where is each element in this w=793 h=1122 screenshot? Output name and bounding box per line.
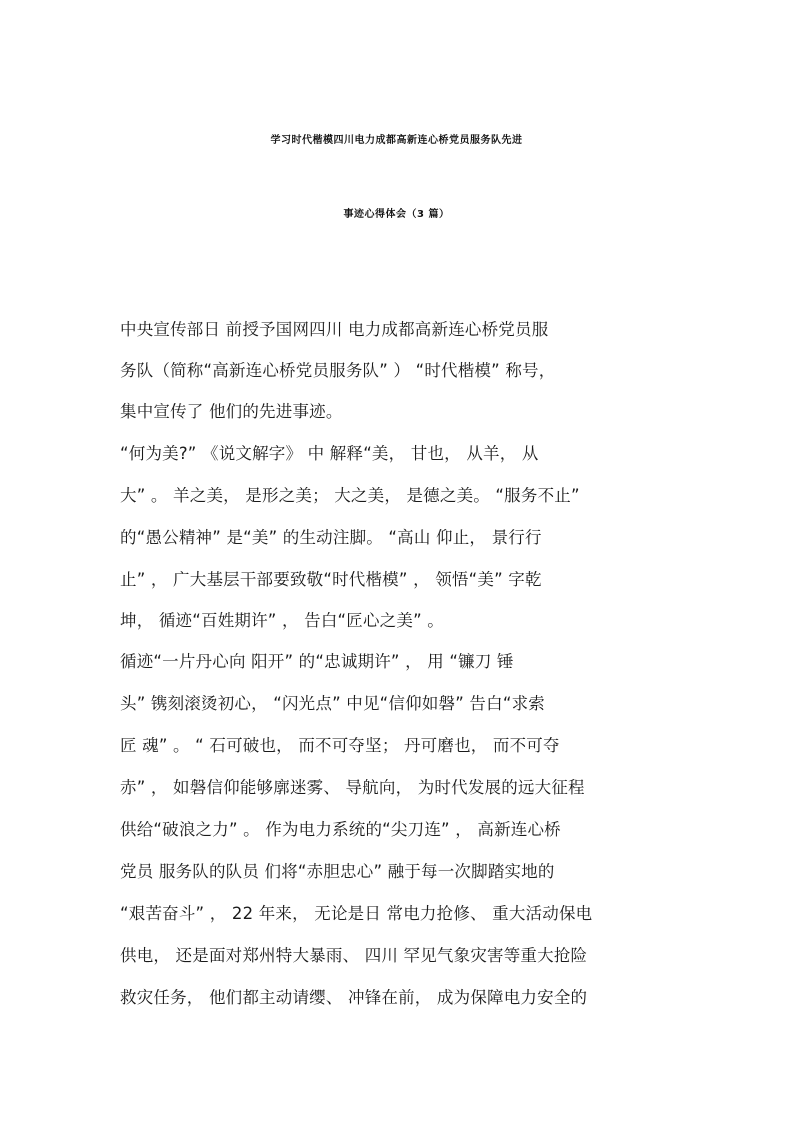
- document-title-line-1: 学习时代楷模四川电力成都高新连心桥党员服务队先进: [270, 135, 523, 146]
- body-text-line: 匠 魂” 。 “ 石可破也， 而不可夺坚； 丹可磨也， 而不可夺: [120, 736, 560, 755]
- body-text-line: “何为美?” 《说文解字》 中 解释“美， 甘也， 从羊， 从: [120, 444, 539, 463]
- body-text-line: 供电， 还是面对郑州特大暴雨、 四川 罕见气象灾害等重大抢险: [120, 946, 588, 965]
- body-text-line: 党员 服务队的队员 们将“赤胆忠心” 融于每一次脚踏实地的: [120, 862, 555, 881]
- body-text-line: 大” 。 羊之美， 是形之美； 大之美， 是德之美。 “服务不止”: [120, 486, 580, 505]
- body-text-line: 头” 镌刻滚烫初心， “闪光点” 中见“信仰如磐” 告白“求索: [120, 694, 545, 713]
- document-title-line-2: 事迹心得体会（3 篇）: [343, 209, 450, 220]
- body-text-line: 救灾任务， 他们都主动请缨、 冲锋在前， 成为保障电力安全的: [120, 988, 588, 1007]
- body-text-line: 止” ， 广大基层干部要致敬“时代楷模” ， 领悟“美” 字乾: [120, 570, 542, 589]
- body-text-line: 集中宣传了 他们的先进事迹。: [120, 402, 343, 421]
- body-text-line: 务队（简称“高新连心桥党员服务队” ） “时代楷模” 称号，: [120, 361, 556, 380]
- body-text-line: 的“愚公精神” 是“美” 的生动注脚。 “高山 仰止， 景行行: [120, 528, 542, 547]
- body-text-line: 坤， 循迹“百姓期许” ， 告白“匠心之美” 。: [120, 611, 444, 630]
- body-text-line: 中央宣传部日 前授予国网四川 电力成都高新连心桥党员服: [120, 320, 549, 339]
- body-text-line: “艰苦奋斗” ， 22 年来， 无论是日 常电力抢修、 重大活动保电: [120, 904, 593, 923]
- body-text-line: 供给“破浪之力” 。 作为电力系统的“尖刀连” ， 高新连心桥: [120, 820, 561, 839]
- body-text-line: 循迹“一片丹心向 阳开” 的“忠诚期许” ， 用 “镰刀 锤: [120, 652, 514, 671]
- body-text-line: 赤” ， 如磐信仰能够廓迷雾、 导航向， 为时代发展的远大征程: [120, 778, 585, 797]
